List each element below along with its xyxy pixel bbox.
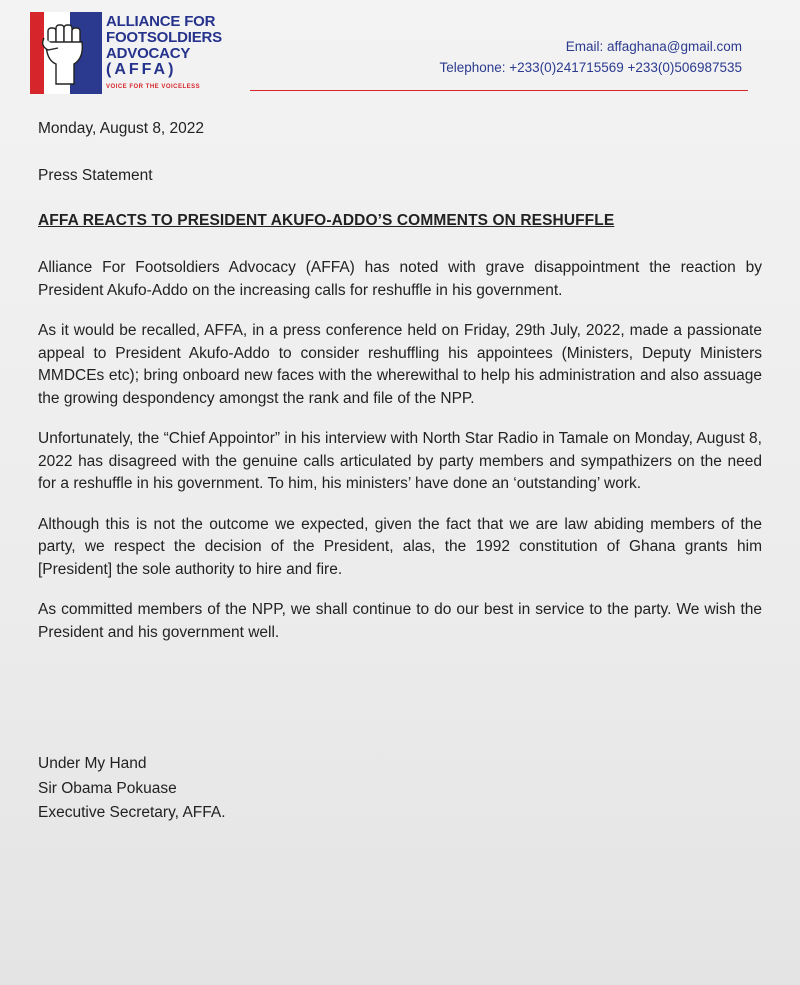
letterhead [30,12,750,102]
statement-type: Press Statement [38,167,153,184]
paragraph: Alliance For Footsoldiers Advocacy (AFFA) has noted with grave disappointment the reaction by President Akufo-Addo on the increasing calls for reshuffle in his government. [38,259,762,299]
org-name-line-2: FOOTSOLDIERS [106,29,222,46]
organization-name [106,14,286,78]
raised-fist-icon [38,20,94,86]
org-name-line-3: ADVOCACY [106,45,191,62]
statement-headline: AFFA REACTS TO PRESIDENT AKUFO-ADDO’S COMMENTS ON RESHUFFLE [38,212,615,229]
org-name-line-1: ALLIANCE FOR [106,13,216,30]
letterhead-divider [250,90,748,91]
affa-logo [30,12,102,94]
paragraph: As it would be recalled, AFFA, in a press conference held on Friday, 29th July, 2022, made a passionate appeal to President Akufo-Addo to consider reshuffling his appointees (Ministers, Deputy Ministers MMDCEs etc); bring onboard new faces with the wherewithal to help his administration and also assuage the growing despondency amongst the rank and file of the NPP. [38,322,762,407]
signoff-line: Under My Hand [38,755,147,772]
paragraph: As committed members of the NPP, we shall continue to do our best in service to the party. We wish the President and his government well. [38,601,762,641]
contact-info [439,36,742,78]
telephone-line: Telephone: +233(0)241715569 +233(0)506987535 [439,60,742,75]
org-tagline: VOICE FOR THE VOICELESS [106,84,201,90]
statement-paragraphs [38,257,762,662]
signatory-name: Sir Obama Pokuase [38,779,177,797]
org-abbreviation: (AFFA) [106,61,177,78]
paragraph: Unfortunately, the “Chief Appointor” in his interview with North Star Radio in Tamale on Monday, August 8, 2022 has disagreed with the genuine calls articulated by party members and sympathizers on the need for a reshuffle in his government. To him, his ministers’ have done an ‘outstanding’ work. [38,430,762,492]
email-line: Email: affaghana@gmail.com [565,39,742,54]
letter-date: Monday, August 8, 2022 [38,120,205,137]
paragraph: Although this is not the outcome we expected, given the fact that we are law abiding members of the party, we respect the decision of the President, alas, the 1992 constitution of Ghana grants him [President] the sole authority to hire and fire. [38,515,762,578]
signature-block [38,752,226,826]
signatory-title: Executive Secretary, AFFA. [38,804,226,821]
